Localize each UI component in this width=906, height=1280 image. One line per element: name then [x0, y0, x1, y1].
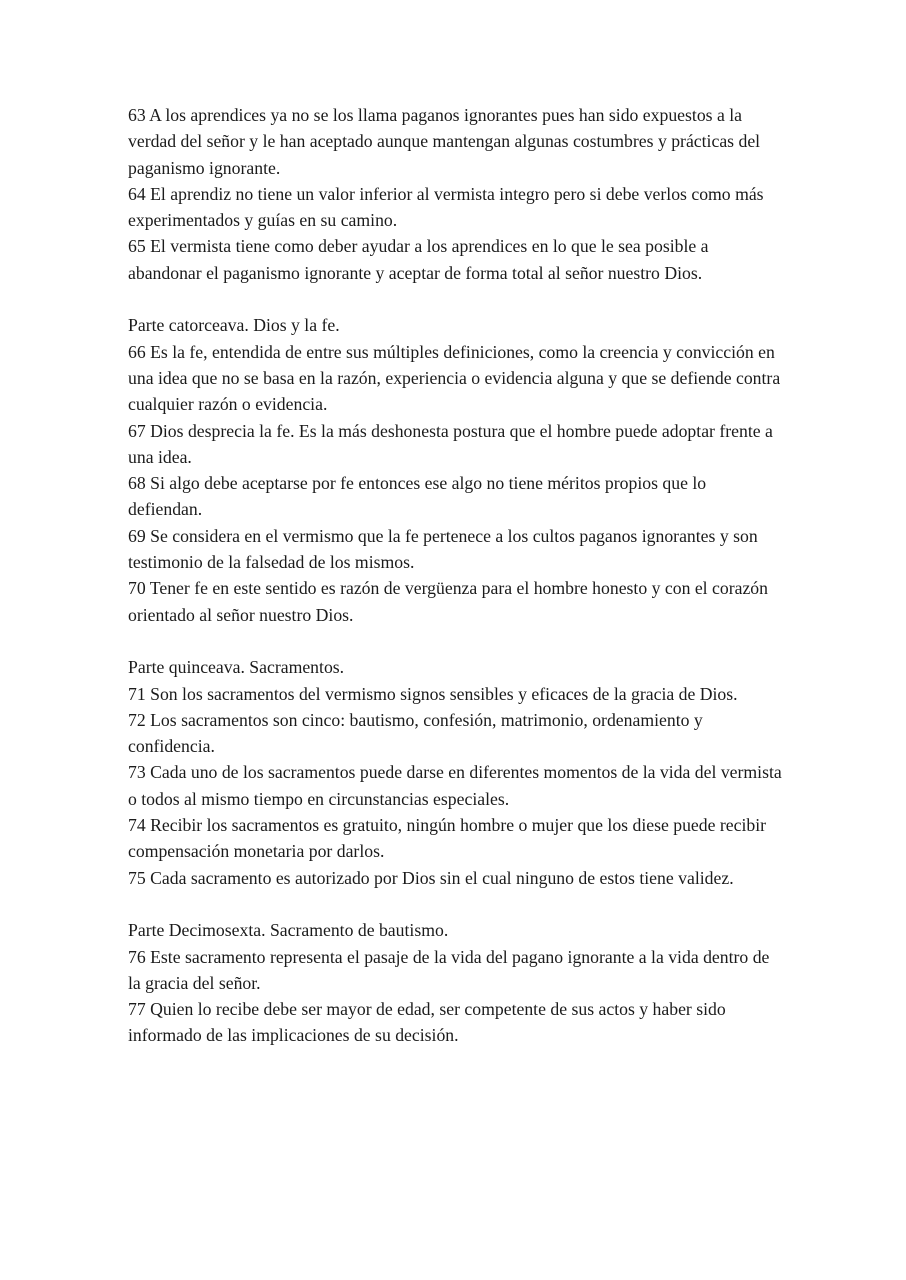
document-text-block: [128, 102, 783, 1049]
section-aprendices: [128, 102, 783, 286]
verse-63: 63 A los aprendices ya no se los llama paganos ignorantes pues han sido expuestos a la verdad del señor y le han aceptado aunque mantengan algunas costumbres y prácticas del paganismo ignorante.: [128, 105, 761, 178]
verse-66: 66 Es la fe, entendida de entre sus múltiples definiciones, como la creencia y convicción en una idea que no se basa en la razón, experiencia o evidencia alguna y que se defiende contra cualquier razón o evidencia.: [128, 341, 781, 415]
section-sacramento-bautismo: [128, 917, 783, 1048]
section-heading-catorceava: Parte catorceava. Dios y la fe.: [128, 315, 340, 336]
verse-64: 64 El aprendiz no tiene un valor inferior al vermista integro pero si debe verlos como más experimentados y guías en su camino.: [128, 183, 764, 231]
section-heading-quinceava: Parte quinceava. Sacramentos.: [128, 657, 345, 678]
verse-75: 75 Cada sacramento es autorizado por Dios sin el cual ninguno de estos tiene validez.: [128, 867, 734, 888]
verse-76: 76 Este sacramento representa el pasaje de la vida del pagano ignorante a la vida dentro de la gracia del señor.: [128, 946, 770, 993]
verse-73: 73 Cada uno de los sacramentos puede darse en diferentes momentos de la vida del vermista o todos al mismo tiempo en circunstancias especiales.: [128, 762, 782, 809]
verse-71: 71 Son los sacramentos del vermismo signos sensibles y eficaces de la gracia de Dios.: [128, 683, 738, 704]
verse-69: 69 Se considera en el vermismo que la fe pertenece a los cultos paganos ignorantes y son testimonio de la falsedad de los mismos.: [128, 525, 758, 573]
verse-77: 77 Quien lo recibe debe ser mayor de edad, ser competente de sus actos y haber sido informado de las implicaciones de su decisión.: [128, 999, 726, 1046]
verse-67: 67 Dios desprecia la fe. Es la más deshonesta postura que el hombre puede adoptar frente a una idea.: [128, 420, 773, 467]
verse-70: 70 Tener fe en este sentido es razón de vergüenza para el hombre honesto y con el corazón orientado al señor nuestro Dios.: [128, 578, 768, 625]
section-heading-decimosexta: Parte Decimosexta. Sacramento de bautismo.: [128, 920, 449, 941]
verse-72: 72 Los sacramentos son cinco: bautismo, confesión, matrimonio, ordenamiento y confidencia.: [128, 709, 703, 757]
verse-65: 65 El vermista tiene como deber ayudar a los aprendices en lo que le sea posible a abandonar el paganismo ignorante y aceptar de forma total al señor nuestro Dios.: [128, 236, 709, 283]
verse-74: 74 Recibir los sacramentos es gratuito, ningún hombre o mujer que los diese puede recibir compensación monetaria por darlos.: [128, 815, 767, 862]
section-sacramentos: [128, 654, 783, 891]
verse-68: 68 Si algo debe aceptarse por fe entonces ese algo no tiene méritos propios que lo defiendan.: [128, 473, 707, 520]
section-dios-y-la-fe: [128, 312, 783, 628]
